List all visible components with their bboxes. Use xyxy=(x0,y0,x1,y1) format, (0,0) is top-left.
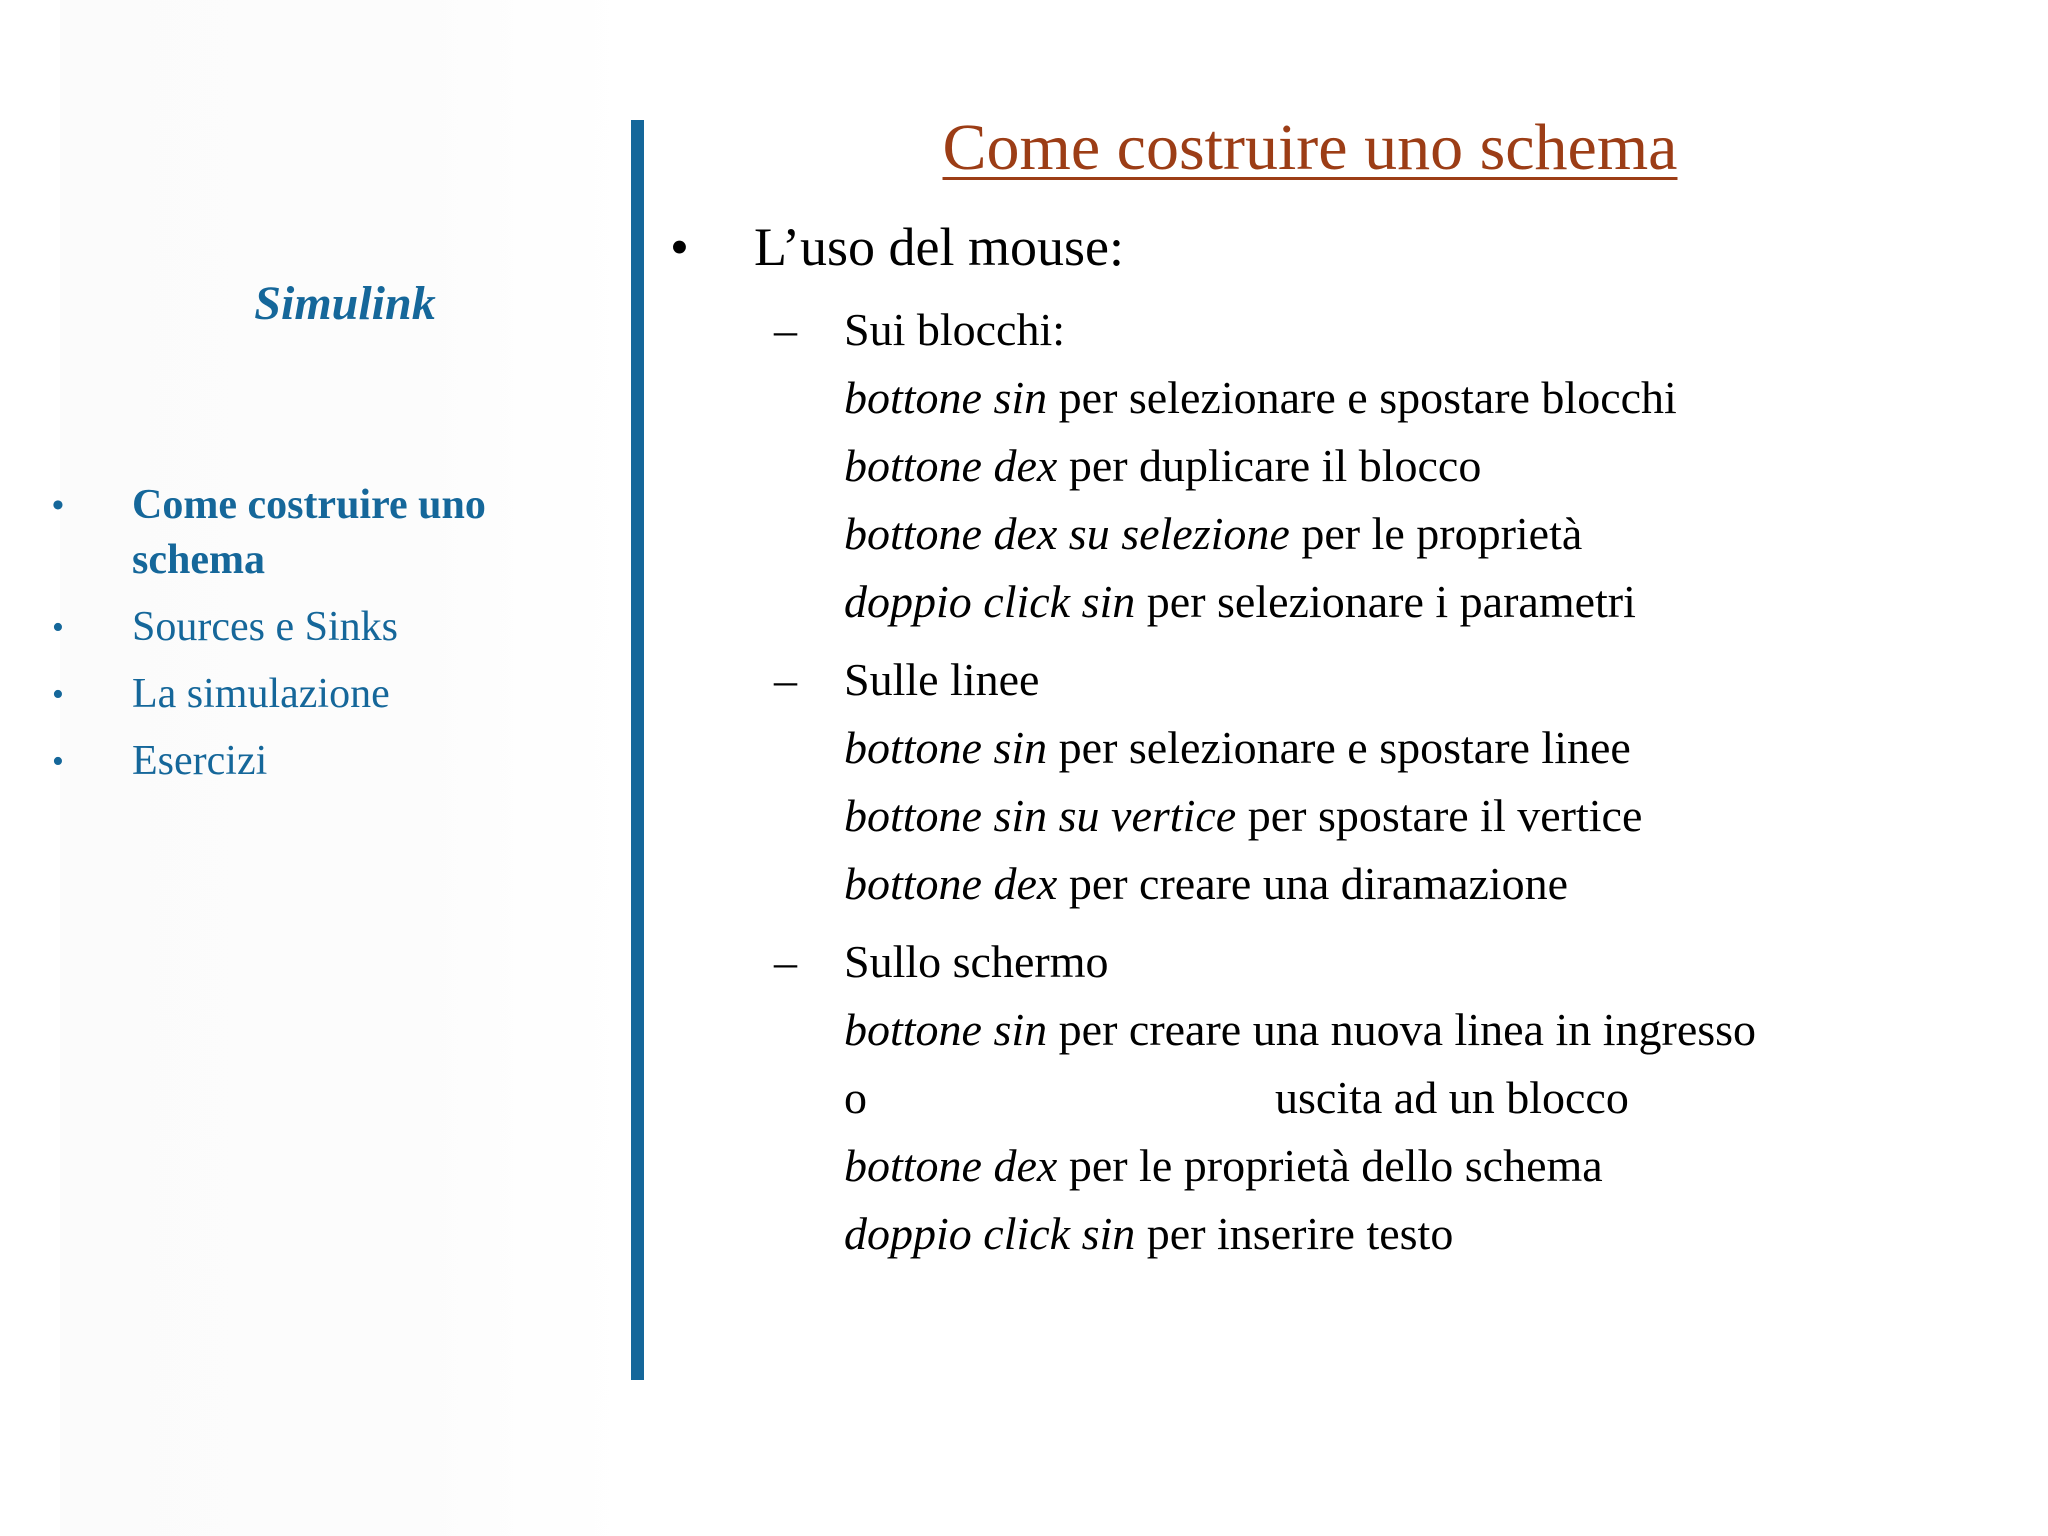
instruction-line xyxy=(844,432,1990,500)
bullet-icon: • xyxy=(52,487,64,524)
instruction-line xyxy=(844,996,1990,1064)
section-sullo-schermo xyxy=(670,928,1990,1268)
mouse-action: bottone sin xyxy=(844,372,1048,423)
instruction-line xyxy=(844,568,1990,636)
mouse-action: bottone sin su vertice xyxy=(844,790,1237,841)
sidebar-item-label: Sources e Sinks xyxy=(132,604,398,650)
bullet-icon: • xyxy=(52,743,64,780)
section-heading: Sullo schermo xyxy=(844,936,1109,987)
mouse-action: bottone dex su selezione xyxy=(844,508,1290,559)
section-sui-blocchi xyxy=(670,296,1990,636)
main-point-text: L’uso del mouse: xyxy=(754,217,1124,277)
action-description: per selezionare e spostare blocchi xyxy=(1047,372,1677,423)
dash-icon: – xyxy=(774,304,797,355)
action-description: per selezionare e spostare linee xyxy=(1047,722,1631,773)
mouse-action: bottone sin xyxy=(844,722,1048,773)
slide-title: Come costruire uno schema xyxy=(942,111,1678,184)
dash-icon: – xyxy=(774,936,797,987)
action-description: per creare una diramazione xyxy=(1057,858,1569,909)
action-description: per le proprietà dello schema xyxy=(1057,1140,1603,1191)
action-description: per le proprietà xyxy=(1289,508,1583,559)
instruction-line xyxy=(844,850,1990,918)
bullet-icon: • xyxy=(52,676,64,713)
instruction-line xyxy=(844,714,1990,782)
instruction-line xyxy=(844,364,1990,432)
instruction-line xyxy=(844,782,1990,850)
instruction-line xyxy=(844,500,1990,568)
action-description: per spostare il vertice xyxy=(1236,790,1643,841)
action-description: per duplicare il blocco xyxy=(1057,440,1482,491)
action-description: per inserire testo xyxy=(1135,1208,1454,1259)
sidebar-item-come-costruire[interactable] xyxy=(50,478,582,588)
mouse-action: bottone dex xyxy=(844,440,1058,491)
mouse-action: doppio click sin xyxy=(844,576,1136,627)
action-description: o xyxy=(844,1072,867,1123)
main-point xyxy=(670,212,1990,282)
action-description: per selezionare i parametri xyxy=(1135,576,1636,627)
bullet-icon: • xyxy=(52,609,64,646)
mouse-action: bottone dex xyxy=(844,858,1058,909)
sidebar-item-esercizi[interactable] xyxy=(50,734,610,789)
section-sulle-linee xyxy=(670,646,1990,918)
sidebar-nav xyxy=(50,478,610,801)
sidebar-item-label: Esercizi xyxy=(132,738,268,784)
mouse-action: bottone dex xyxy=(844,1140,1058,1191)
action-description-tail: uscita ad un blocco xyxy=(1275,1072,1629,1123)
bullet-icon: • xyxy=(670,217,689,277)
sidebar-title: Simulink xyxy=(254,277,436,330)
section-heading: Sulle linee xyxy=(844,654,1040,705)
dash-icon: – xyxy=(774,654,797,705)
instruction-line xyxy=(844,1132,1990,1200)
sidebar-item-label: Come costruire uno schema xyxy=(132,482,486,583)
section-heading: Sui blocchi: xyxy=(844,304,1066,355)
vertical-divider xyxy=(631,120,644,1380)
sidebar-item-label: La simulazione xyxy=(132,671,390,717)
sidebar-item-simulazione[interactable] xyxy=(50,667,610,722)
mouse-action: bottone sin xyxy=(844,1004,1048,1055)
sidebar-item-sources-sinks[interactable] xyxy=(50,600,610,655)
mouse-action: doppio click sin xyxy=(844,1208,1136,1259)
action-description: per creare una nuova linea in ingresso xyxy=(1047,1004,1757,1055)
instruction-line xyxy=(844,1200,1990,1268)
slide-content xyxy=(670,212,1990,1278)
instruction-line xyxy=(844,1064,1990,1132)
